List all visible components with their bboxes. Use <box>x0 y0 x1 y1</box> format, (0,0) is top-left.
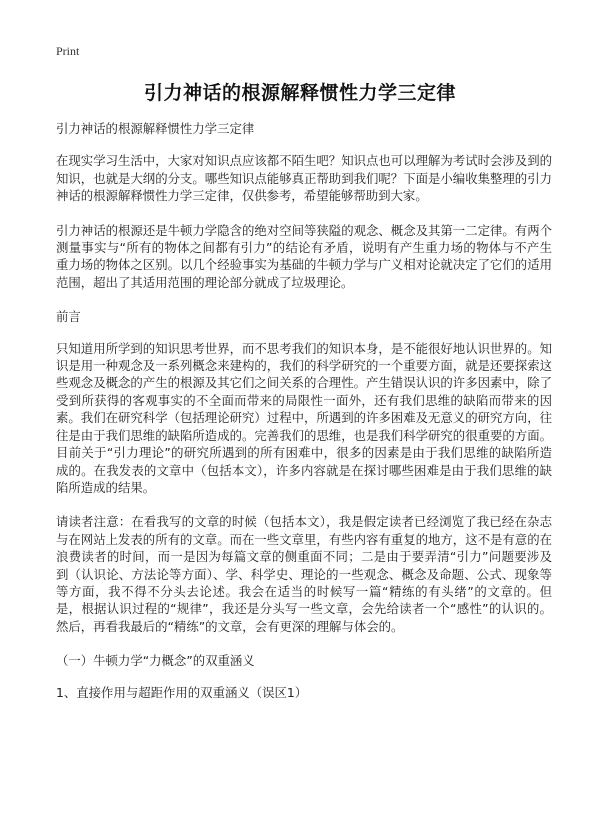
paragraph-2: 只知道用所学到的知识思考世界，而不思考我们的知识本身，是不能很好地认识世界的。知识是用一种观念及一系列概念来建构的，我们的科学研究的一个重要方面，就是还要探索这些观念及概念的产生的根源及其它们之间关系的合理性。产生错误认识的许多因素中，除了受到所获得的客观事实的不全面而带来的局限性一面外，还有我们思维的缺陷而带来的因素。我们在研究科学（包括理论研究）过程中，所遇到的许多困难及无意义的研究方向，往往是由于我们思维的缺陷所造成的。完善我们的思维，也是我们科学研究的很重要的方面。目前关于“引力理论”的研究所遇到的所有困难中，很多的因素是由于我们思维的缺陷所造成的。在我发表的文章中（包括本文），许多内容就是在探讨哪些困难是由于我们思维的缺陷所造成的结果。 <box>56 340 552 495</box>
intro-paragraph: 在现实学习生活中，大家对知识点应该都不陌生吧？知识点也可以理解为考试时会涉及到的知识，也就是大纲的分支。哪些知识点能够真正帮助到我们呢？下面是小编收集整理的引力神话的根源解释惯性力学三定律，仅供参考，希望能够帮助到大家。 <box>56 153 552 204</box>
paragraph-3: 请读者注意：在看我写的文章的时候（包括本文），我是假定读者已经浏览了我已经在杂志与在网站上发表的所有的文章。而在一些文章里，有些内容有重复的地方，这不是有意的在浪费读者的时间，而一是因为每篇文章的侧重面不同；二是由于要弄清“引力”问题要涉及到（认识论、方法论等方面）、学、科学史、理论的一些观念、概念及命题、公式、现象等等方面，我不得不分头去论述。我会在适当的时候写一篇“精练的有头绪”的文章的。但是，根据认识过程的“规律”，我还是分头写一些文章，会先给读者一个“感性”的认识的。然后，再看我最后的“精练”的文章，会有更深的理解与体会的。 <box>56 514 552 634</box>
preface-heading: 前言 <box>56 309 81 325</box>
section-1-1-heading: 1、直接作用与超距作用的双重涵义（误区1） <box>56 684 308 700</box>
print-link[interactable]: Print <box>56 44 80 58</box>
page-title: 引力神话的根源解释惯性力学三定律 <box>143 82 456 104</box>
section-1-heading: （一）牛顿力学“力概念”的双重涵义 <box>56 653 255 669</box>
article-body <box>56 120 552 715</box>
article-subtitle: 引力神话的根源解释惯性力学三定律 <box>56 121 255 136</box>
paragraph-1: 引力神话的根源还是牛顿力学隐含的绝对空间等狭隘的观念、概念及其第一二定律。有两个测量事实与“所有的物体之间都有引力”的结论有矛盾，说明有产生重力场的物体与不产生重力场的物体之区别。以几个经验事实为基础的牛顿力学与广义相对论就决定了它们的适用范围，超出了其适用范围的理论部分就成了垃圾理论。 <box>56 222 552 290</box>
